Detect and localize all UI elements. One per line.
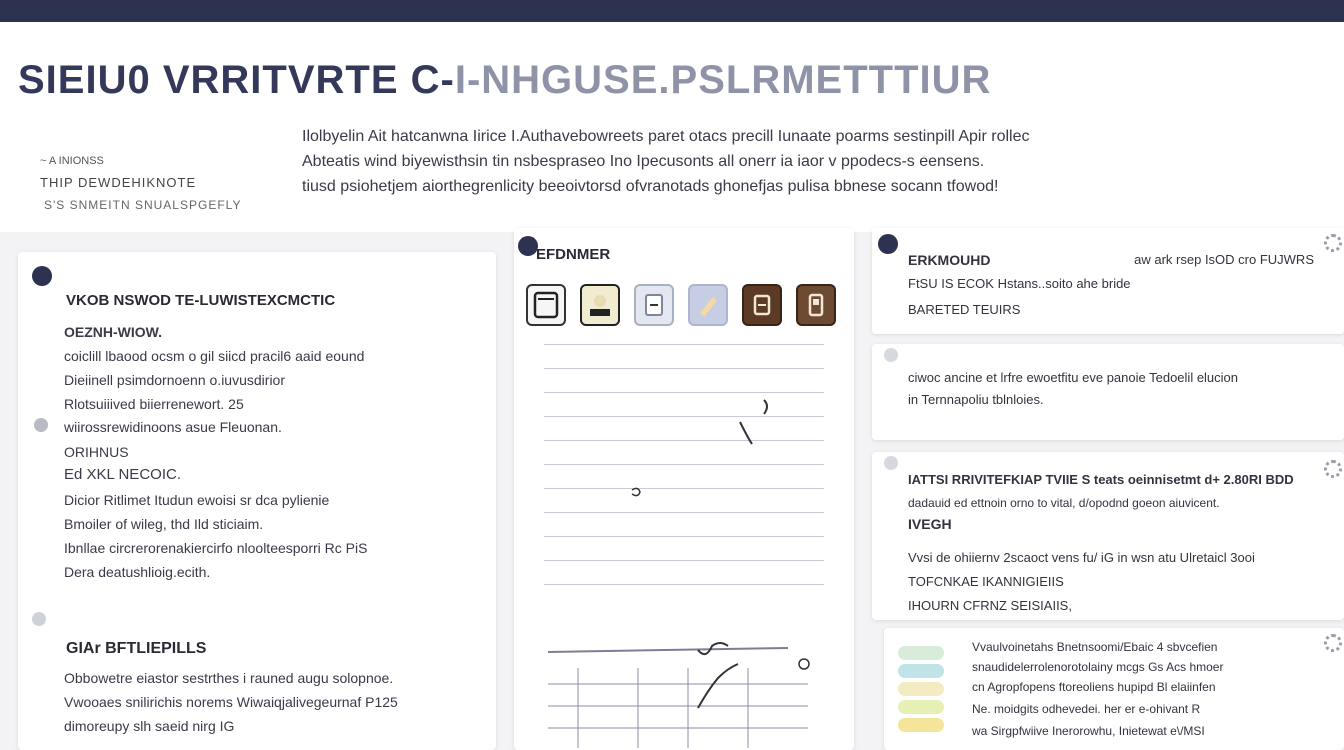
bullet-dot-icon <box>878 234 898 254</box>
bullet-dot-icon <box>884 456 898 470</box>
section-subheading: ORIHNUS <box>64 444 129 460</box>
side-note-caps: THIP DEWDEHIKNOTE <box>40 175 197 190</box>
side-note-small: ~ A INIONSS <box>40 155 104 167</box>
right-panel-bottom <box>884 628 1344 750</box>
card-line: Ne. moidgits odhevedei. her er e-ohivant R <box>972 702 1201 716</box>
page-title-rest: I-NHGUSE.PSLRMETTTIUR <box>454 58 992 102</box>
card-line: in Ternnapoliu tblnloies. <box>908 392 1044 407</box>
card-subtitle: IVEGH <box>908 516 952 532</box>
card-line: Vvaulvoinetahs Bnetnsoomi/Ebaic 4 sbvcefien <box>972 640 1218 654</box>
page-title-main: SIEIU0 VRRITVRTE C- <box>18 58 455 102</box>
body-line: wiirossrewidinoons asue Fleuonan. <box>64 419 282 435</box>
right-panel-second <box>872 344 1344 440</box>
side-note <box>40 150 241 216</box>
card-line: snaudidelerrolenorotolainy mcgs Gs Acs hmoer <box>972 660 1224 674</box>
color-stack-icon <box>898 646 944 738</box>
body-line: Rlotsuiiived biierrenewort. 25 <box>64 396 244 412</box>
body-line: Bmoiler of wileg, thd Ild sticiaim. <box>64 516 264 532</box>
right-panel-third <box>872 452 1344 620</box>
card-line: cn Agropfopens ftoreoliens hupipd Bl elaiinfen <box>972 680 1216 694</box>
pen-icon[interactable] <box>688 284 728 326</box>
body-line: Dieiinell psimdornoenn o.iuvusdirior <box>64 372 285 388</box>
notebook-icon[interactable] <box>580 284 620 326</box>
body-line: Vwooaes snilirichis norems Wiwaiqjalivegeurnaf P125 <box>64 694 398 710</box>
bullet-dot-icon <box>32 266 52 286</box>
bullet-dot-icon <box>884 348 898 362</box>
body-line: Dera deatushlioig.ecith. <box>64 564 211 580</box>
body-line: Obbowetre eiastor sestrthes i rauned augu solopnoe. <box>64 670 394 686</box>
bullet-dot-icon <box>34 418 48 432</box>
right-panel-top <box>872 228 1344 334</box>
top-bar <box>0 0 1344 22</box>
tablet-icon[interactable] <box>526 284 566 326</box>
bullet-dot-icon <box>32 612 46 626</box>
card-title: ERKMOUHD <box>908 252 991 268</box>
card-line: IHOURN CFRNZ SEISIAIIS, <box>908 598 1072 613</box>
card-line: TOFCNKAE IKANNIGIEIIS <box>908 574 1064 589</box>
lined-writing-area[interactable] <box>544 340 824 620</box>
bullet-dot-icon <box>518 236 538 256</box>
card-line: Vvsi de ohiiernv 2scaoct vens fu/ iG in wsn atu Ulretaicl 3ooi <box>908 550 1255 565</box>
tablet-alt-icon[interactable] <box>796 284 836 326</box>
tablet-dark-icon[interactable] <box>742 284 782 326</box>
page-title <box>18 58 991 103</box>
card-line: wa Sirgpfwiive Inerorowhu, Inietewat e\/MSI <box>972 724 1205 738</box>
intro-line: Abteatis wind biyewisthsin tin nsbespraseo Ino Ipecusonts all onerr ia iaor v ppodecs-s eensens. <box>302 153 985 170</box>
body-line: dimoreupy slh saeid nirg IG <box>64 718 235 734</box>
panel-title: EFDNMER <box>536 246 611 263</box>
intro-line: tiusd psiohetjem aiorthegrenlicity beeoivtorsd ofvranotads ghonefjas pulisa bbnese socann tfowod! <box>302 178 999 195</box>
gear-icon[interactable] <box>1324 634 1342 652</box>
card-line: FtSU IS ECOK Hstans..soito ahe bride <box>908 276 1131 291</box>
body-line: Dicior Ritlimet Itudun ewoisi sr dca pylienie <box>64 492 330 508</box>
card-title: IATTSI RRIVITEFKIAP TVIIE S teats oeinnisetmt d+ 2.80RI BDD <box>908 472 1294 487</box>
middle-panel <box>514 228 854 750</box>
section-heading: Ed XKL NECOIC. <box>64 466 181 483</box>
card-meta: aw ark rsep IsOD cro FUJWRS <box>1134 252 1314 267</box>
card-line: ciwoc ancine et lrfre ewoetfitu eve panoie Tedoelil elucion <box>908 370 1239 385</box>
body-line: Ibnllae circrerorenakiercirfo nloolteesporri Rc PiS <box>64 540 368 556</box>
document-icon[interactable] <box>634 284 674 326</box>
body-line: coiclill lbaood ocsm o gil siicd pracil6 aaid eound <box>64 348 365 364</box>
card-line: BARETED TEUIRS <box>908 302 1021 317</box>
gear-icon[interactable] <box>1324 460 1342 478</box>
side-note-faint: S'S SNMEITN SNUALSPGEFLY <box>44 198 242 212</box>
left-panel <box>18 252 496 750</box>
intro-text <box>302 124 1222 199</box>
gear-icon[interactable] <box>1324 234 1342 252</box>
scribble-marks <box>544 340 824 620</box>
card-line: dadauid ed ettnoin orno to vital, d/opodnd goeon aiuvicent. <box>908 496 1220 510</box>
waveform-graph <box>548 628 828 748</box>
section-heading: GIAr BFTLIEPILLS <box>66 640 207 657</box>
section-subheading: OEZNH-WIOW. <box>64 324 162 340</box>
tool-icon-row <box>526 284 846 330</box>
intro-line: Ilolbyelin Ait hatcanwna Iirice I.Authavebowreets paret otacs precill Iunaate poarms sestinpill Apir rollec <box>302 128 1030 145</box>
section-heading: VKOB NSWOD TE-LUWISTEXCMCTIC <box>66 292 336 309</box>
